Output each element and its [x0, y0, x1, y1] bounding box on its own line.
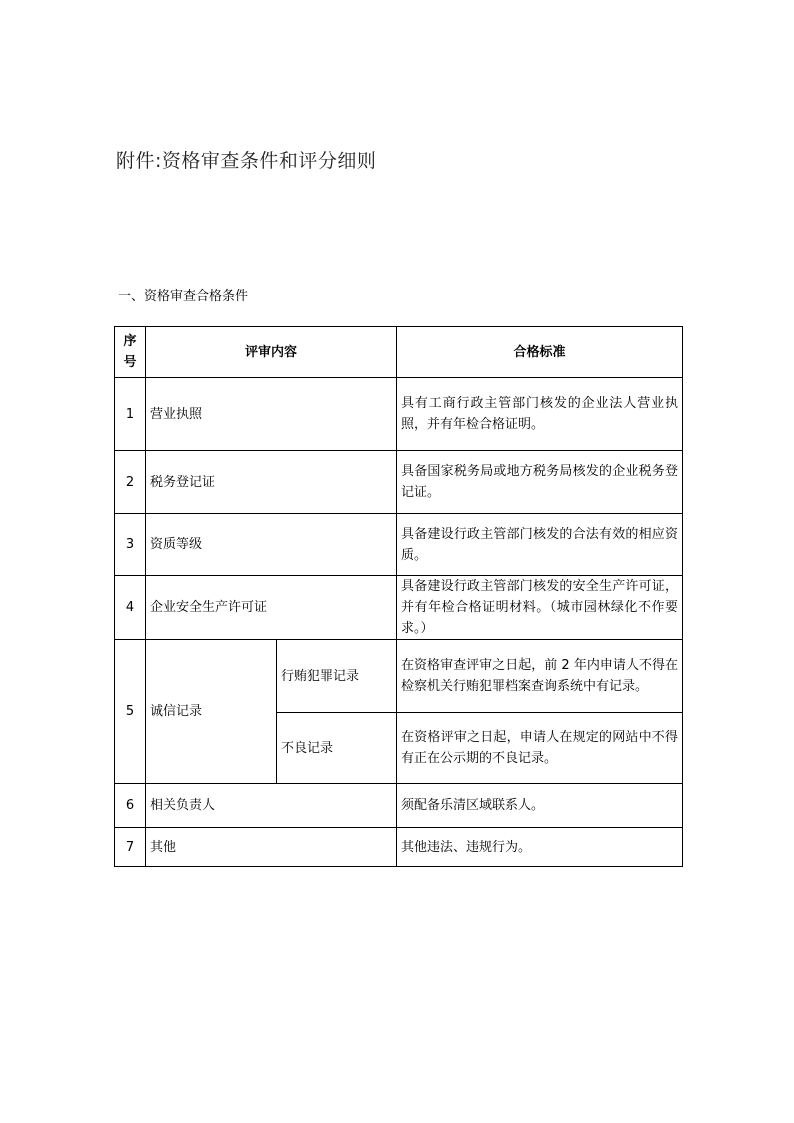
table-row: [115, 451, 683, 514]
table-row: [115, 828, 683, 867]
row-standard: 须配备乐清区域联系人。: [397, 784, 683, 828]
header-standard: 合格标准: [397, 327, 683, 378]
row-item: 其他: [146, 828, 397, 867]
table-row: [115, 514, 683, 576]
table-row: [115, 784, 683, 828]
row-item: 企业安全生产许可证: [146, 576, 397, 640]
document-title: 附件:资格审查条件和评分细则: [116, 150, 377, 172]
header-seq: [115, 327, 146, 378]
row-subitem: 不良记录: [277, 713, 397, 784]
row-standard: 具备国家税务局或地方税务局核发的企业税务登记证。: [397, 451, 683, 514]
row-seq: 7: [115, 828, 146, 867]
header-seq-line2: 号: [123, 355, 137, 370]
row-item: 营业执照: [146, 378, 397, 451]
row-item: 诚信记录: [146, 640, 277, 784]
table-header-row: [115, 327, 683, 378]
section-heading: 一、资格审查合格条件: [118, 289, 249, 304]
header-seq-line1: 序: [123, 334, 137, 349]
row-subitem: 行贿犯罪记录: [277, 640, 397, 713]
row-standard: 具有工商行政主管部门核发的企业法人营业执照，并有年检合格证明。: [397, 378, 683, 451]
row-seq: 2: [115, 451, 146, 514]
table-row: [115, 378, 683, 451]
row-seq: 5: [115, 640, 146, 784]
row-seq: 1: [115, 378, 146, 451]
row-item: 相关负责人: [146, 784, 397, 828]
row-standard: 在资格审查评审之日起，前 2 年内申请人不得在检察机关行贿犯罪档案查询系统中有记录。: [397, 640, 683, 713]
row-seq: 6: [115, 784, 146, 828]
table-row: [115, 576, 683, 640]
row-standard: 其他违法、违规行为。: [397, 828, 683, 867]
qualification-table: [114, 326, 683, 867]
header-content: 评审内容: [146, 327, 397, 378]
row-standard: 具备建设行政主管部门核发的合法有效的相应资质。: [397, 514, 683, 576]
row-item: 资质等级: [146, 514, 397, 576]
row-item: 税务登记证: [146, 451, 397, 514]
row-seq: 4: [115, 576, 146, 640]
row-standard: 在资格评审之日起，申请人在规定的网站中不得有正在公示期的不良记录。: [397, 713, 683, 784]
row-seq: 3: [115, 514, 146, 576]
row-standard: 具备建设行政主管部门核发的安全生产许可证，并有年检合格证明材料。（城市园林绿化不作要求。）: [397, 576, 683, 640]
table-row: [115, 640, 683, 713]
